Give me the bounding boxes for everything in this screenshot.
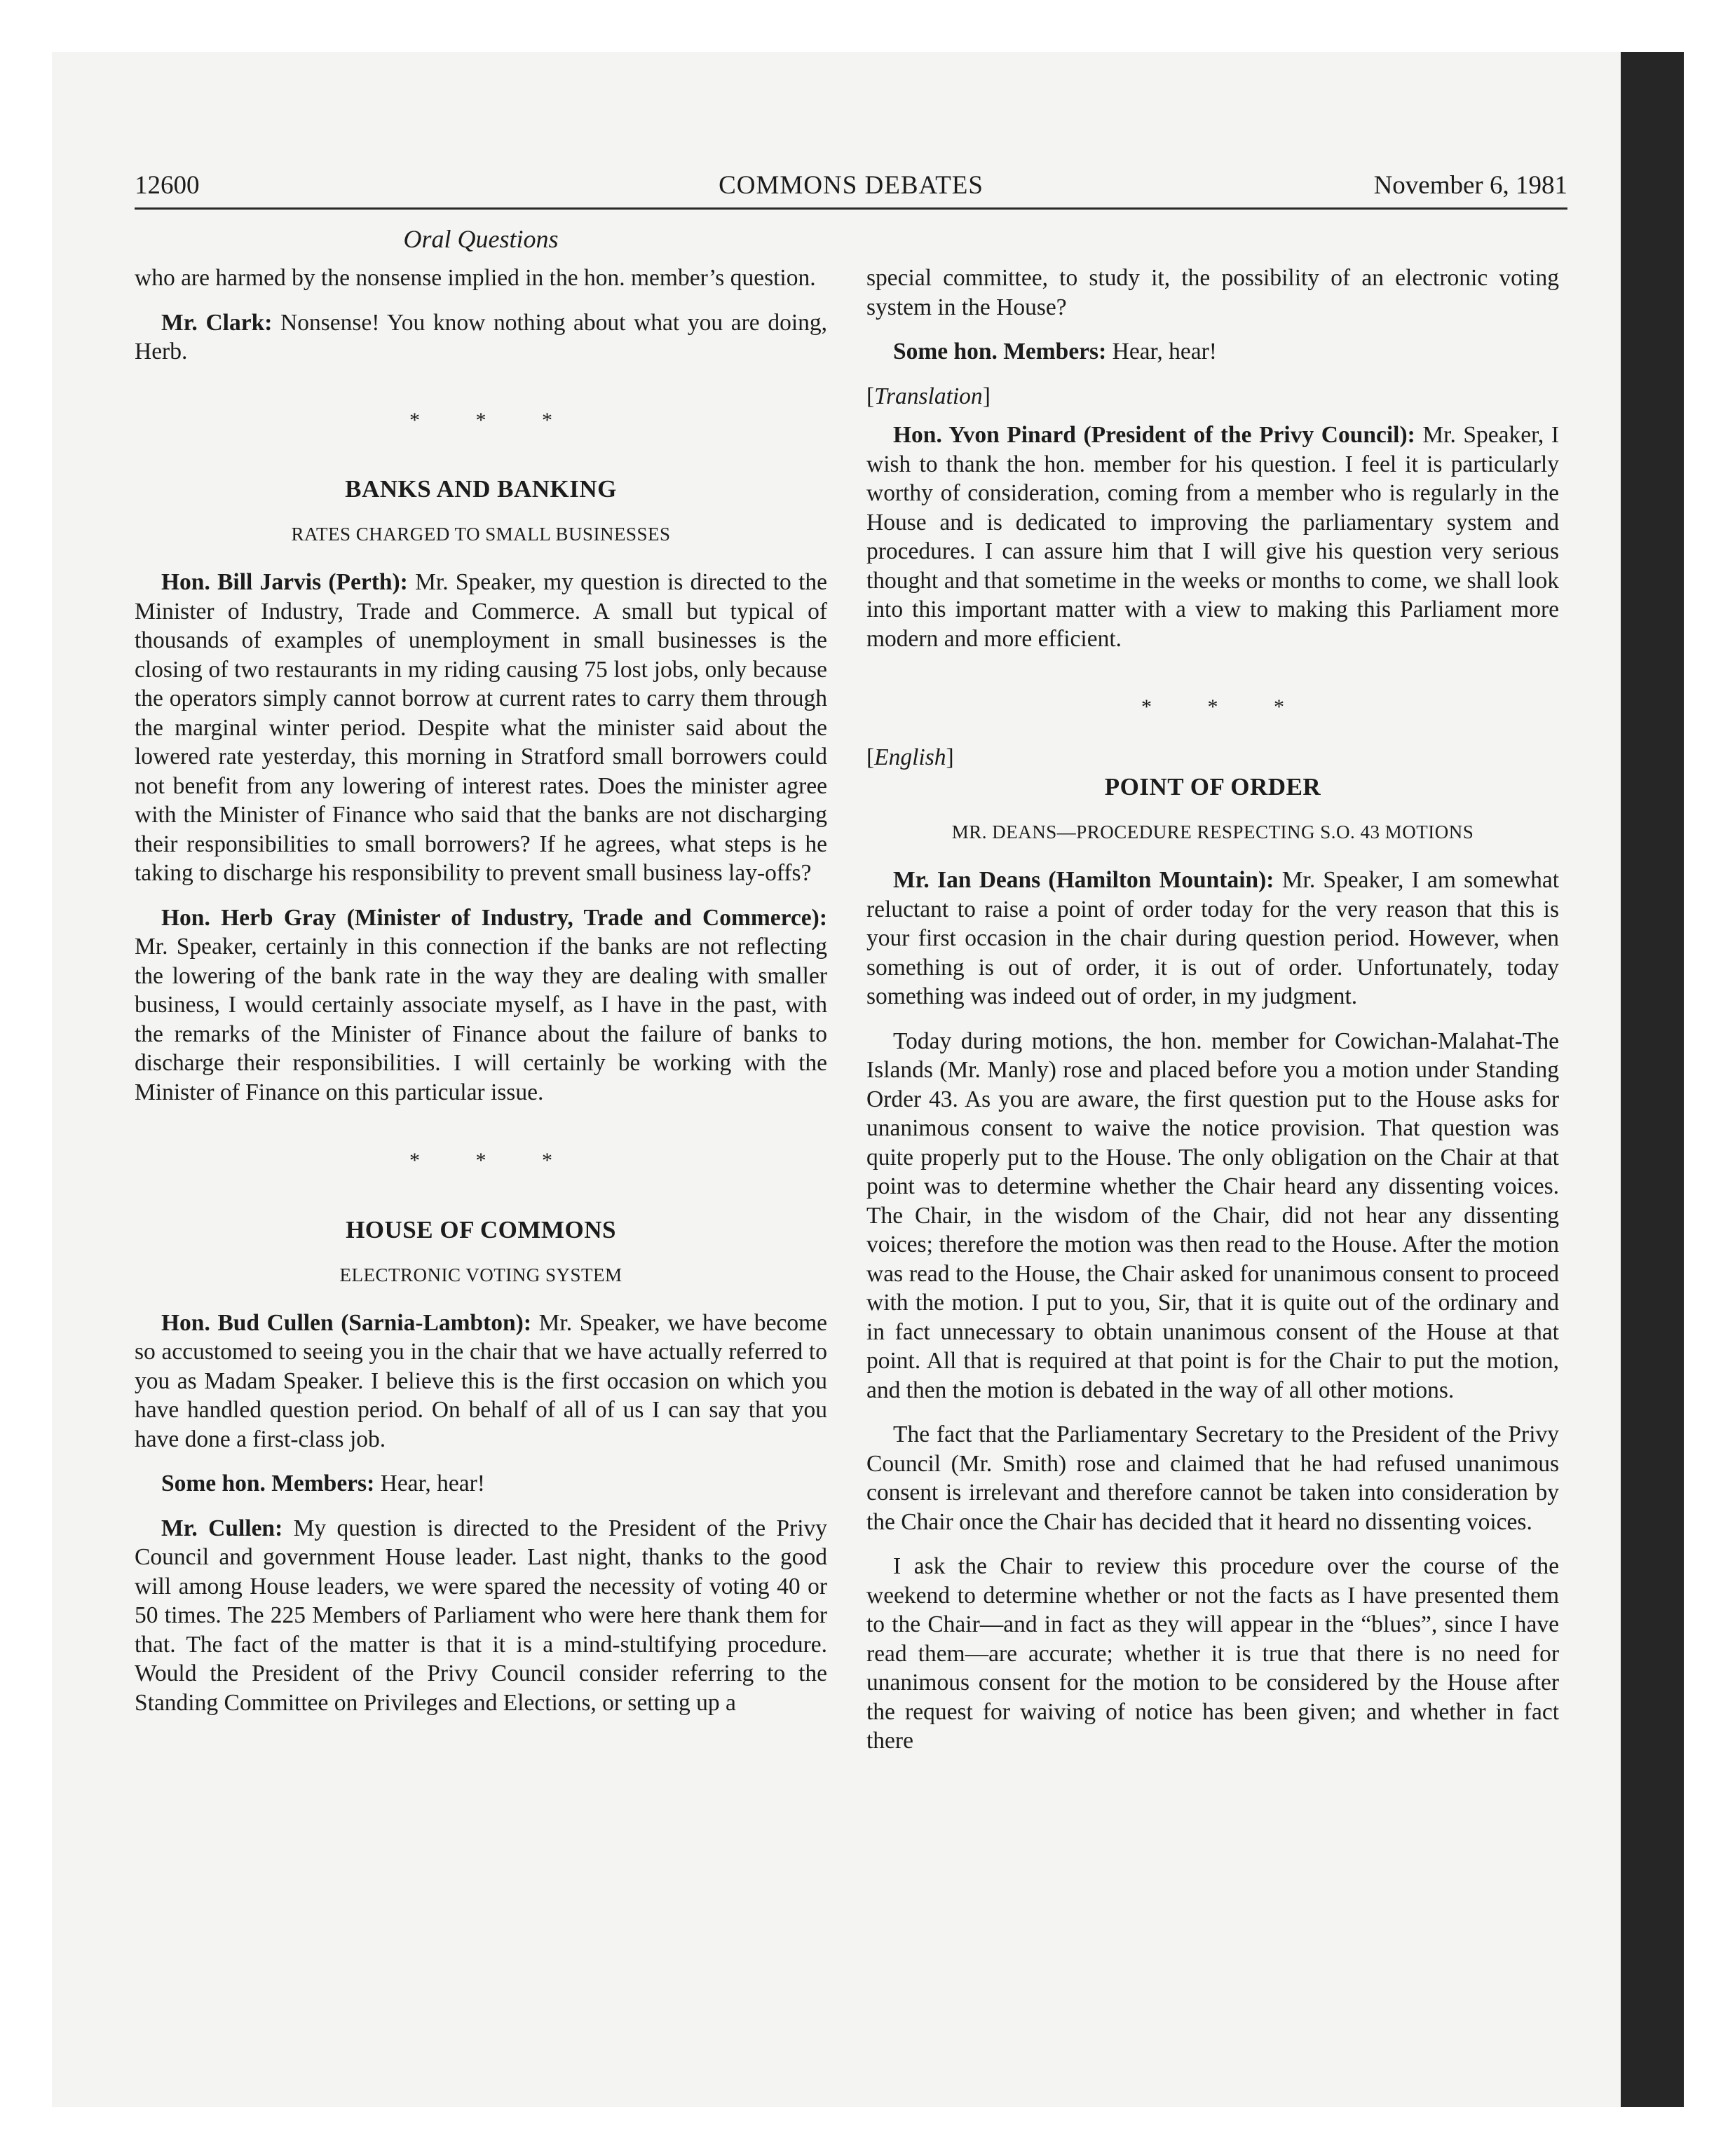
section-divider: * * * — [1141, 695, 1309, 718]
section-divider: * * * — [409, 1149, 578, 1172]
speech-pinard — [866, 421, 1559, 653]
section-divider: * * * — [409, 408, 578, 432]
speech-text: Mr. Speaker, certainly in this connection if the banks are not reflecting the lowering of the bank rate in the way they are dealing with smaller business, I would certainly associate myself, as I have in the past, with the remarks of the Minister of Finance about the failure of banks to discharge their responsibilities. I will certainly be working with the Minister of Finance on this particular issue. — [135, 934, 827, 1105]
speaker-name: Some hon. Members: — [161, 1471, 375, 1496]
translation-tag-text: Translation — [874, 383, 983, 409]
speech-text: Mr. Speaker, I wish to thank the hon. member for his question. I feel it is particularly worthy of consideration, coming from a member who is regularly in the House and is dedicated to improving the parliamentary system and procedures. I can assure him that I will give his question very serious thought and that sometime in the weeks or months to come, we shall look into this important matter with a view to making this Parliament more modern and more efficient. — [866, 422, 1559, 652]
speech-members — [135, 1469, 827, 1499]
paragraph: special committee, to study it, the possibility of an electronic voting system in the House? — [866, 265, 1559, 320]
paragraph: The fact that the Parliamentary Secretary to the President of the Privy Council (Mr. Smith) rose and claimed that he had refused unanimous consent is irrelevant and therefore cannot be taken into consideration by the Chair once the Chair has decided that it heard no dissenting voices. — [866, 1421, 1559, 1535]
translation-tag: [Translation] — [866, 383, 991, 409]
speaker-name: Some hon. Members: — [893, 339, 1107, 364]
publication-date: November 6, 1981 — [1373, 171, 1567, 200]
speaker-name: Mr. Clark: — [161, 309, 273, 336]
right-column — [866, 264, 1559, 1756]
speech-text: Mr. Speaker, my question is directed to the Minister of Industry, Trade and Commerce. A small but typical of thousands of examples of unemployment in small businesses is the closing of two restaurants in my riding causing 75 lost jobs, only because the operators simply cannot borrow at current rates to carry them through the marginal winter period. Despite what the minister said about the lowered rate yesterday, this morning in Stratford small borrowers could not benefit from any lowering of interest rates. Does the minister agree with the Minister of Finance who said that the banks are not discharging their responsibilities to small borrowers? If he agrees, what steps is he taking to discharge his responsibility to prevent small business lay-offs? — [135, 569, 828, 886]
speech-cullen — [135, 1309, 827, 1454]
section-heading: POINT OF ORDER — [1104, 773, 1321, 800]
speaker-name: Hon. Bill Jarvis (Perth): — [161, 569, 408, 595]
publication-title: COMMONS DEBATES — [719, 171, 984, 200]
speaker-name: Mr. Cullen: — [161, 1515, 283, 1541]
speech-text: Hear, hear! — [1112, 339, 1217, 364]
speech-text: Nonsense! You know nothing about what you are doing, Herb. — [135, 309, 828, 364]
speech-text: My question is directed to the President of the Privy Council and government House leader. Last night, thanks to the good will among House leaders, we were spared the necessity of voting 40 or 50 times. The 225 Members of Parliament who were here thank them for that. The fact of the matter is that it is a mind-stultifying procedure. Would the President of the Privy Council consider referring to the Standing Committee on Privileges and Elections, or setting up a — [135, 1515, 827, 1716]
speech-clark — [135, 308, 827, 367]
section-label: Oral Questions — [403, 225, 559, 253]
page-number: 12600 — [135, 171, 200, 200]
speech-members — [866, 337, 1559, 367]
speaker-name: Hon. Herb Gray (Minister of Industry, Trade and Commerce): — [161, 904, 827, 931]
english-tag: [English] — [866, 744, 954, 770]
paragraph: Today during motions, the hon. member for Cowichan-Malahat-The Islands (Mr. Manly) rose and placed before you a motion under Standing Order 43. As you are aware, the first question put to the House asks for unanimous consent to waive the notice provision. That question was quite properly put to the House. The only obligation on the Chair at that point was to determine whether the Chair heard any dissenting voices. The Chair, in the wisdom of the Chair, did not hear any dissenting voices; therefore the motion was then read to the House. After the motion was read to the House, the Chair asked for unanimous consent to proceed with the motion. I put to you, Sir, that it is quite out of the ordinary and in fact unnecessary to obtain unanimous consent of the House at that point. All that is required at that point is for the Chair to put the motion, and then the motion is debated in the way of all other motions. — [866, 1028, 1559, 1403]
speech-deans — [866, 866, 1559, 1011]
english-tag-text: English — [874, 744, 946, 770]
running-header — [135, 168, 1567, 210]
speech-cullen-question — [135, 1514, 827, 1718]
speech-gray — [135, 903, 827, 1107]
left-column — [135, 223, 827, 1717]
section-heading: HOUSE OF COMMONS — [346, 1215, 616, 1243]
speaker-name: Mr. Ian Deans (Hamilton Mountain): — [893, 867, 1274, 893]
speech-text: Hear, hear! — [380, 1471, 485, 1496]
paragraph: who are harmed by the nonsense implied in the hon. member’s question. — [135, 265, 816, 291]
scan-edge-shadow — [1621, 52, 1684, 2107]
section-subheading: MR. DEANS—PROCEDURE RESPECTING S.O. 43 MOTIONS — [951, 821, 1474, 842]
section-subheading: ELECTRONIC VOTING SYSTEM — [339, 1264, 622, 1285]
section-subheading: RATES CHARGED TO SMALL BUSINESSES — [291, 524, 671, 545]
speech-jarvis — [135, 568, 827, 888]
paragraph: I ask the Chair to review this procedure over the course of the weekend to determine whether or not the facts as I have presented them to the Chair—and in fact as they will appear in the “blues”, since I have read them—are accurate; whether it is true that there is no need for unanimous consent for the motion to be considered by the House after the request for waiving of notice has been given; and whether in fact there — [866, 1553, 1559, 1754]
speaker-name: Hon. Bud Cullen (Sarnia-Lambton): — [161, 1309, 531, 1336]
speech-text: Mr. Speaker, I am somewhat reluctant to raise a point of order today for the very reason that this is your first occasion in the chair during question period. However, when something is out of order, it is out of order. Unfortunately, today something was indeed out of order, in my judgment. — [866, 867, 1560, 1009]
speech-text: Mr. Speaker, we have become so accustomed to seeing you in the chair that we have actually referred to you as Madam Speaker. I believe this is the first occasion on which you have handled question period. On behalf of all of us I can say that you have done a first-class job. — [135, 1309, 828, 1452]
section-heading: BANKS AND BANKING — [345, 475, 617, 503]
speaker-name: Hon. Yvon Pinard (President of the Privy Council): — [893, 422, 1415, 448]
